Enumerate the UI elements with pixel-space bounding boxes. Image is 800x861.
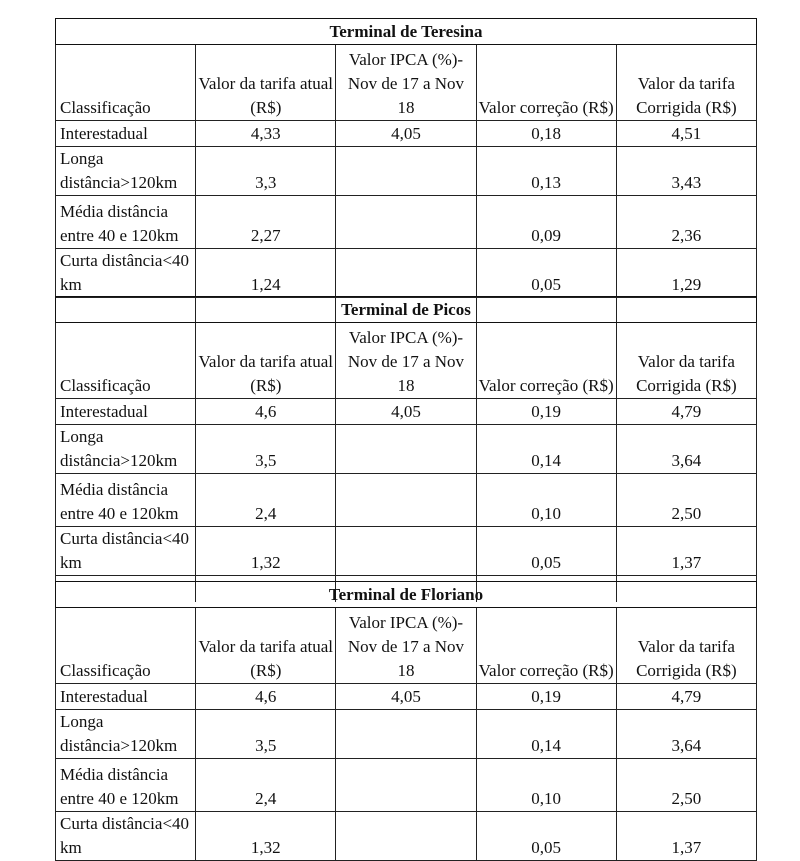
cell-ipca	[336, 249, 476, 298]
table-row	[56, 684, 757, 710]
cell-classificacao: Interestadual	[56, 399, 196, 425]
column-header-correcao: Valor correção (R$)	[476, 608, 616, 684]
cell-correcao: 0,09	[476, 196, 616, 249]
table-row	[56, 249, 757, 298]
column-header-classificacao: Classificação	[56, 323, 196, 399]
column-header-ipca: Valor IPCA (%)- Nov de 17 a Nov 18	[336, 45, 476, 121]
cell-ipca	[336, 812, 476, 861]
cell-corrigida: 1,37	[616, 812, 756, 861]
cell-classificacao: Longa distância>120km	[56, 425, 196, 474]
cell-correcao: 0,05	[476, 249, 616, 298]
cell-tarifa: 4,6	[196, 399, 336, 425]
cell-correcao: 0,10	[476, 474, 616, 527]
cell-corrigida: 3,64	[616, 425, 756, 474]
cell-ipca	[336, 759, 476, 812]
cell-correcao: 0,18	[476, 121, 616, 147]
cell-classificacao: Curta distância<40 km	[56, 527, 196, 576]
table-row	[56, 425, 757, 474]
cell-tarifa: 3,3	[196, 147, 336, 196]
terminal-title: Terminal de Teresina	[56, 19, 757, 45]
cell-tarifa: 1,32	[196, 527, 336, 576]
cell-tarifa: 4,33	[196, 121, 336, 147]
terminal-title: Terminal de Floriano	[56, 582, 757, 608]
cell-corrigida: 4,79	[616, 684, 756, 710]
cell-tarifa: 4,6	[196, 684, 336, 710]
column-header-corrigida: Valor da tarifa Corrigida (R$)	[616, 608, 756, 684]
cell-corrigida: 4,51	[616, 121, 756, 147]
cell-classificacao: Média distância entre 40 e 120km	[56, 196, 196, 249]
cell-ipca	[336, 710, 476, 759]
cell-ipca	[336, 196, 476, 249]
table-row	[56, 147, 757, 196]
cell-ipca	[336, 147, 476, 196]
column-header-ipca: Valor IPCA (%)- Nov de 17 a Nov 18	[336, 608, 476, 684]
header-row	[56, 323, 757, 399]
cell-ipca	[336, 425, 476, 474]
column-header-correcao: Valor correção (R$)	[476, 323, 616, 399]
cell-classificacao: Interestadual	[56, 684, 196, 710]
cell-tarifa: 1,24	[196, 249, 336, 298]
terminal-section	[55, 18, 757, 324]
cell-classificacao: Média distância entre 40 e 120km	[56, 474, 196, 527]
cell-corrigida: 1,29	[616, 249, 756, 298]
cell-correcao: 0,05	[476, 527, 616, 576]
cell-corrigida: 2,50	[616, 759, 756, 812]
cell-tarifa: 3,5	[196, 710, 336, 759]
cell-corrigida: 2,50	[616, 474, 756, 527]
table-row	[56, 196, 757, 249]
cell-classificacao: Curta distância<40 km	[56, 812, 196, 861]
cell-ipca: 4,05	[336, 684, 476, 710]
cell-corrigida: 2,36	[616, 196, 756, 249]
cell-ipca: 4,05	[336, 121, 476, 147]
fare-table	[55, 296, 757, 602]
column-header-valor_tarifa: Valor da tarifa atual (R$)	[196, 323, 336, 399]
terminal-section	[55, 581, 757, 861]
cell-correcao: 0,10	[476, 759, 616, 812]
cell-correcao: 0,19	[476, 399, 616, 425]
column-header-corrigida: Valor da tarifa Corrigida (R$)	[616, 323, 756, 399]
column-header-correcao: Valor correção (R$)	[476, 45, 616, 121]
terminal-section	[55, 296, 757, 602]
cell-tarifa: 2,4	[196, 474, 336, 527]
cell-correcao: 0,13	[476, 147, 616, 196]
cell-ipca: 4,05	[336, 399, 476, 425]
cell-classificacao: Interestadual	[56, 121, 196, 147]
cell-corrigida: 3,43	[616, 147, 756, 196]
cell-correcao: 0,14	[476, 710, 616, 759]
table-row	[56, 121, 757, 147]
cell-corrigida: 4,79	[616, 399, 756, 425]
cell-correcao: 0,05	[476, 812, 616, 861]
cell-tarifa: 2,4	[196, 759, 336, 812]
header-row	[56, 45, 757, 121]
table-row	[56, 399, 757, 425]
cell-correcao: 0,14	[476, 425, 616, 474]
table-row	[56, 812, 757, 861]
cell-tarifa: 3,5	[196, 425, 336, 474]
cell-ipca	[336, 527, 476, 576]
cell-correcao: 0,19	[476, 684, 616, 710]
table-row	[56, 527, 757, 576]
fare-table	[55, 581, 757, 861]
cell-classificacao: Longa distância>120km	[56, 710, 196, 759]
cell-classificacao: Longa distância>120km	[56, 147, 196, 196]
column-header-ipca: Valor IPCA (%)- Nov de 17 a Nov 18	[336, 323, 476, 399]
column-header-classificacao: Classificação	[56, 45, 196, 121]
cell-classificacao: Curta distância<40 km	[56, 249, 196, 298]
cell-tarifa: 1,32	[196, 812, 336, 861]
fare-table	[55, 18, 757, 324]
cell-corrigida: 3,64	[616, 710, 756, 759]
cell-ipca	[336, 474, 476, 527]
terminal-title: Terminal de Picos	[56, 297, 757, 323]
column-header-corrigida: Valor da tarifa Corrigida (R$)	[616, 45, 756, 121]
column-header-valor_tarifa: Valor da tarifa atual (R$)	[196, 45, 336, 121]
table-row	[56, 759, 757, 812]
cell-corrigida: 1,37	[616, 527, 756, 576]
column-header-valor_tarifa: Valor da tarifa atual (R$)	[196, 608, 336, 684]
header-row	[56, 608, 757, 684]
column-header-classificacao: Classificação	[56, 608, 196, 684]
cell-classificacao: Média distância entre 40 e 120km	[56, 759, 196, 812]
table-row	[56, 710, 757, 759]
cell-tarifa: 2,27	[196, 196, 336, 249]
table-row	[56, 474, 757, 527]
